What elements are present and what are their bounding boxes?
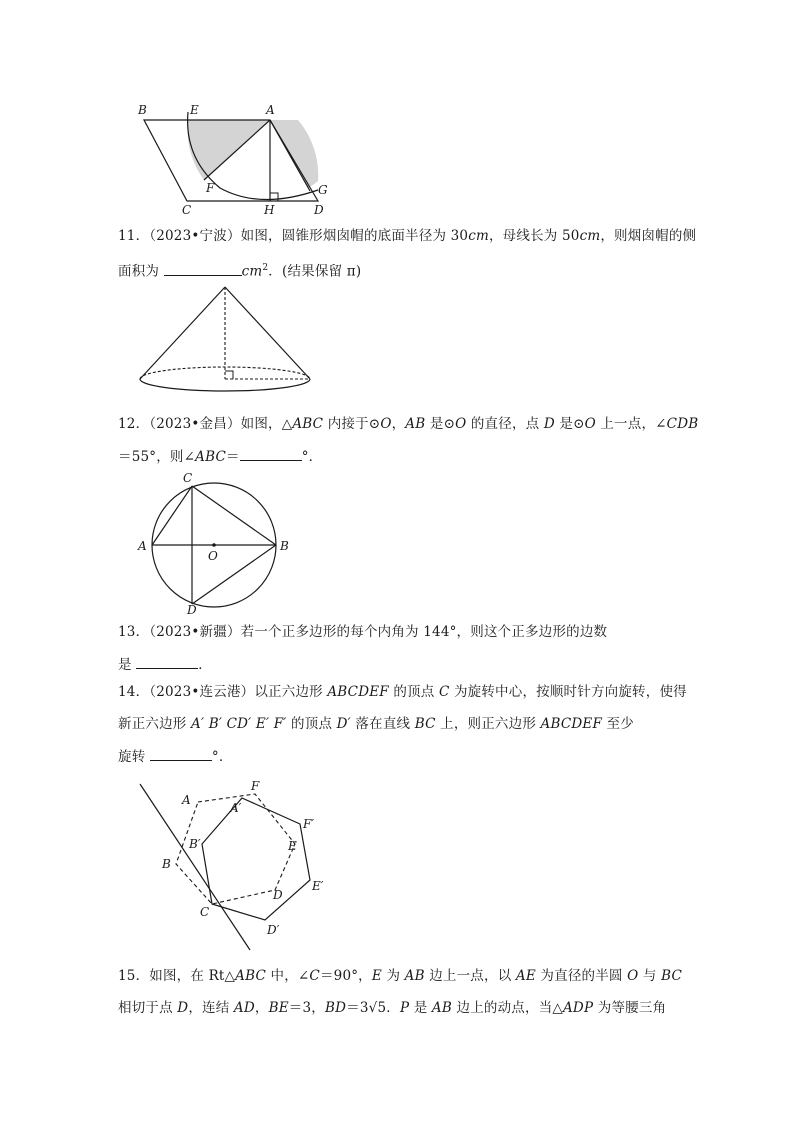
segment-cb: [192, 486, 276, 545]
cone-slant-left: [140, 287, 225, 379]
right-angle-mark: [225, 371, 233, 379]
question-15-line-2: 相切于点 D，连结 AD，BE＝3，BD＝3√5．P 是 AB 边上的动点，当△ADP 为等腰三角: [118, 1000, 667, 1016]
shaded-region-right: [270, 120, 318, 188]
label-d: D: [273, 888, 283, 902]
question-14-line-1: 14．（2023•连云港）以正六边形 ABCDEF 的顶点 C 为旋转中心，按顺时针方向旋转，使得: [118, 684, 687, 700]
label-e: E: [288, 839, 297, 853]
cone-slant-right: [225, 287, 310, 379]
label-a: A: [266, 103, 275, 117]
question-14-line-2: 新正六边形 A′ B′ CD′ E′ F′ 的顶点 D′ 落在直线 BC 上，则正六边形 ABCDEF 至少: [118, 716, 634, 732]
question-15-line-1: 15．如图，在 Rt△ABC 中，∠C＝90°，E 为 AB 边上一点，以 AE 为直径的半圆 O 与 BC: [118, 968, 682, 984]
question-12-line-2: ＝55°，则∠ABC＝ °．: [118, 446, 698, 467]
figure-hexagons: [130, 772, 350, 957]
label-a: A: [182, 793, 191, 807]
label-d: D: [187, 603, 197, 617]
question-14-line-3: 旋转 °．: [118, 746, 698, 767]
question-11-line-1: 11．（2023•宁波）如图，圆锥形烟囱帽的底面半径为 30cm，母线长为 50cm，则烟囱帽的侧: [118, 228, 697, 244]
answer-blank-12[interactable]: [240, 446, 302, 461]
label-o: O: [208, 549, 218, 563]
answer-blank-11[interactable]: [164, 261, 242, 276]
answer-blank-14[interactable]: [150, 746, 212, 761]
question-11-line-2: 面积为 $cm^2$．(结果保留 π): [118, 258, 698, 282]
label-b-prime: B′: [189, 837, 201, 851]
label-b: B: [138, 103, 147, 117]
label-f: F: [251, 779, 260, 793]
label-c: C: [182, 203, 192, 217]
label-d-prime: D′: [267, 923, 280, 937]
label-b: B: [162, 857, 171, 871]
label-g: G: [318, 183, 328, 197]
figure-cone: [130, 282, 320, 397]
shaded-region-left: [187, 120, 270, 180]
figure-parallelogram: [130, 98, 340, 218]
center-point: [212, 543, 216, 547]
label-f: F: [206, 181, 215, 195]
label-c: C: [183, 471, 193, 485]
question-13-line-1: 13．（2023•新疆）若一个正多边形的每个内角为 144°，则这个正多边形的边数: [118, 624, 608, 640]
label-c: C: [200, 905, 210, 919]
label-b: B: [280, 539, 289, 553]
answer-blank-13[interactable]: [136, 654, 198, 669]
question-12-line-1: 12．（2023•金昌）如图，△ABC 内接于⊙O，AB 是⊙O 的直径，点 D 是⊙O 上一点，∠CDB: [118, 416, 699, 432]
label-f-prime: F′: [303, 817, 315, 831]
question-13-line-2: 是 ．: [118, 654, 698, 675]
label-e: E: [190, 103, 199, 117]
label-h: H: [264, 203, 275, 217]
label-d: D: [314, 203, 324, 217]
figure-circle: [132, 468, 302, 618]
label-a-prime: A′: [230, 801, 242, 815]
label-a: A: [138, 539, 147, 553]
segment-ac: [152, 486, 192, 545]
cone-base-front: [140, 379, 310, 391]
label-e-prime: E′: [312, 879, 324, 893]
segment-db: [192, 545, 276, 604]
